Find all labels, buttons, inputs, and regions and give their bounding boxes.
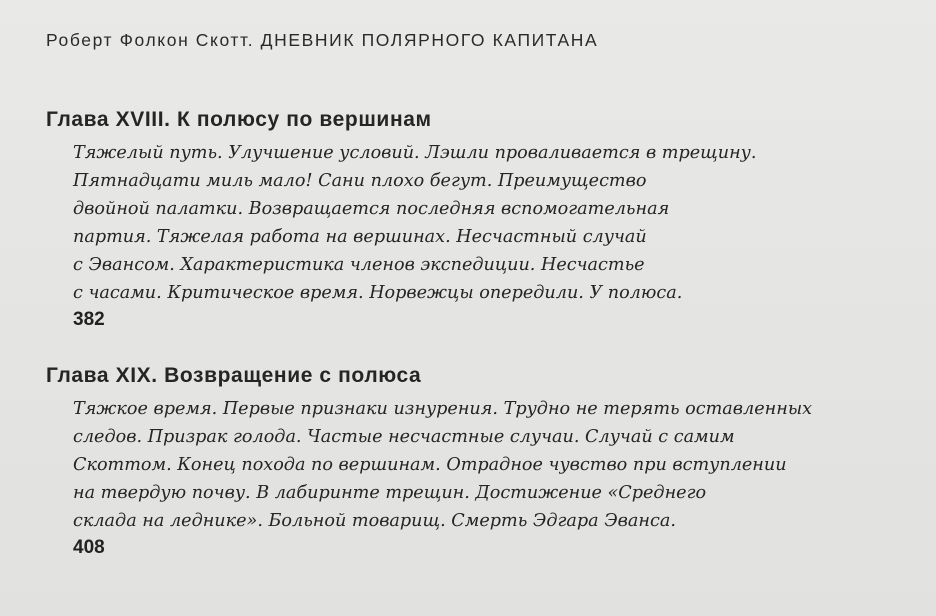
running-header	[46, 30, 598, 51]
description-line: следов. Призрак голода. Частые несчастные случаи. Случай с самим	[73, 427, 735, 447]
chapter-title: Глава XVIII. К полюсу по вершинам	[46, 108, 432, 131]
page-number: 382	[73, 309, 105, 330]
header-author: Роберт Фолкон Скотт.	[46, 30, 255, 50]
description-line: двойной палатки. Возвращается последняя вспомогательная	[73, 199, 670, 219]
chapter-entry	[46, 107, 896, 332]
chapter-description	[73, 395, 896, 535]
description-line: Тяжкое время. Первые признаки изнурения. Трудно не терять оставленных	[73, 399, 813, 419]
description-line: с Эвансом. Характеристика членов экспедиции. Несчастье	[73, 255, 645, 275]
chapter-description	[73, 139, 896, 307]
chapter-entry	[46, 363, 896, 560]
chapter-title: Глава XIX. Возвращение с полюса	[46, 364, 422, 387]
description-line: партия. Тяжелая работа на вершинах. Несчастный случай	[73, 227, 647, 247]
page-number: 408	[73, 537, 105, 558]
description-line: Пятнадцати миль мало! Сани плохо бегут. Преимущество	[73, 171, 647, 191]
description-line: склада на леднике». Больной товарищ. Смерть Эдгара Эванса.	[73, 511, 676, 531]
description-line: с часами. Критическое время. Норвежцы опередили. У полюса.	[73, 283, 683, 303]
description-line: на твердую почву. В лабиринте трещин. Достижение «Среднего	[73, 483, 707, 503]
description-line: Тяжелый путь. Улучшение условий. Лэшли проваливается в трещину.	[73, 143, 757, 163]
header-book-title: ДНЕВНИК ПОЛЯРНОГО КАПИТАНА	[260, 30, 599, 50]
description-line: Скоттом. Конец похода по вершинам. Отрадное чувство при вступлении	[73, 455, 787, 475]
